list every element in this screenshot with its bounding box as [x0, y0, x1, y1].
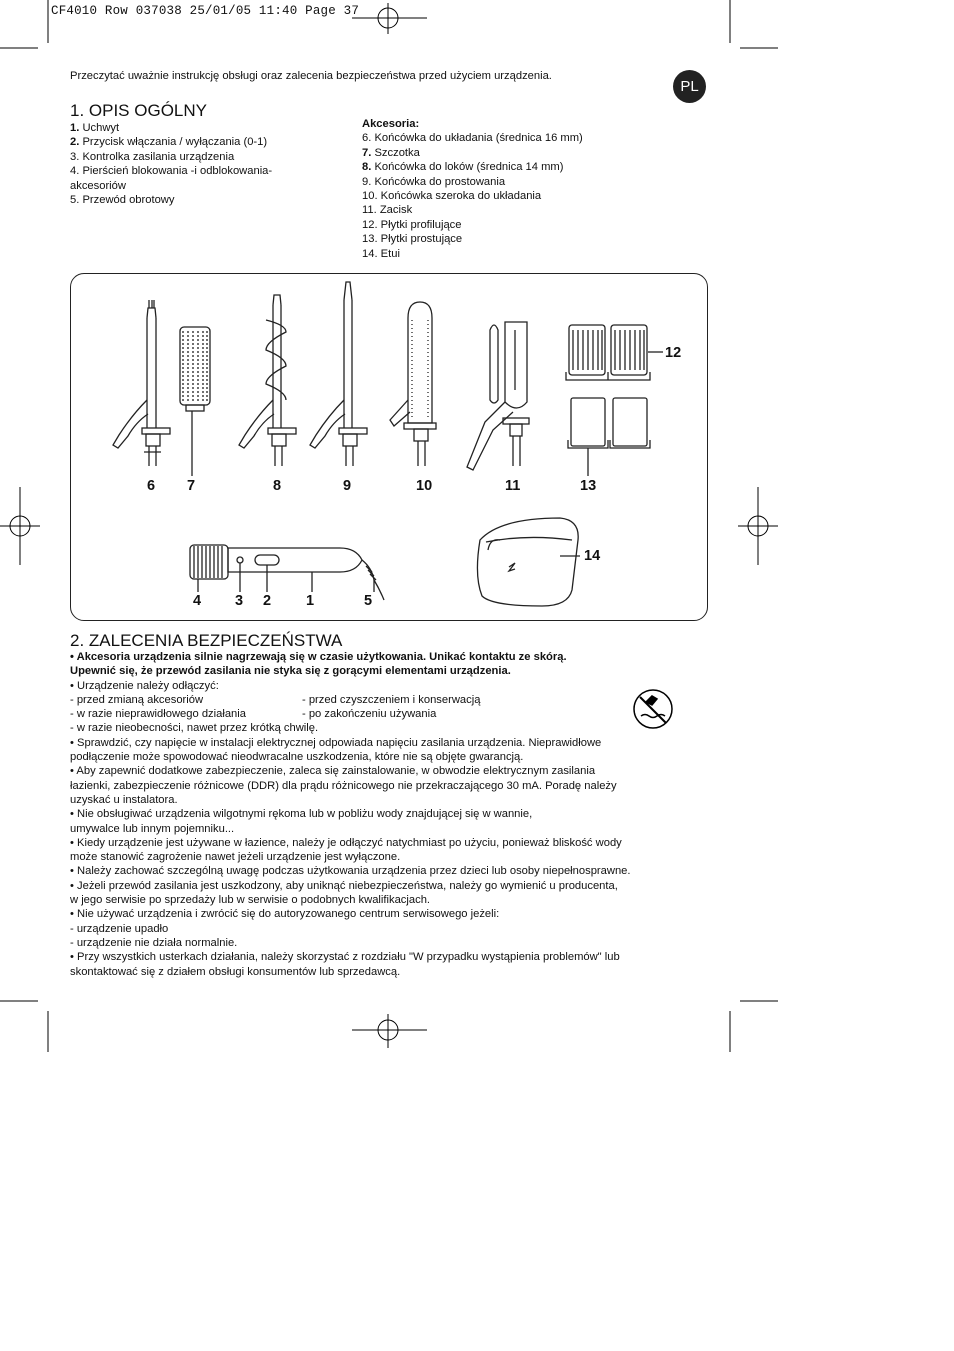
safety-line: • Jeżeli przewód zasilania jest uszkodzony, aby uniknąć niebezpieczeństwa, należy go wymienić u producenta,: [70, 879, 618, 892]
parts-list-item: 5. Przewód obrotowy: [70, 194, 175, 207]
accessories-list-item: 7. Szczotka: [362, 146, 420, 159]
safety-line: • Sprawdzić, czy napięcie w instalacji elektrycznej odpowiada napięciu zasilania urządzenia. Nieprawidłowe: [70, 736, 602, 749]
unplug-item: - w razie nieprawidłowego działania: [70, 708, 246, 721]
parts-list-item: 1. Uchwyt: [70, 122, 120, 134]
parts-list-item: akcesoriów: [70, 179, 126, 192]
safety-line: - urządzenie upadło: [70, 922, 169, 935]
callout-12: 12: [665, 345, 682, 361]
unplug-columns: [70, 693, 631, 722]
accessories-list-item: 11. Zacisk: [362, 204, 413, 217]
unplug-item: - w razie nieobecności, nawet przez krótką chwilę.: [70, 722, 319, 735]
safety-line: w jego serwisie po sprzedaży lub w serwisie o podobnych kwalifikacjach.: [70, 894, 431, 907]
unplug-title: • Urządzenie należy odłączyć:: [70, 679, 219, 692]
accessories-list-item: 8. Końcówka do loków (średnica 14 mm): [362, 161, 564, 174]
parts-list: [70, 121, 272, 207]
accessories-list-item: 10. Końcówka szeroka do układania: [362, 190, 542, 203]
warning-line: • Akcesoria urządzenia silnie nagrzewają się w czasie użytkowania. Unikać kontaktu ze skórą.: [70, 651, 567, 663]
safety-line: • Przy wszystkich usterkach działania, należy skorzystać z rozdziału "W przypadku wystąpienia problemów" lub: [70, 951, 620, 964]
safety-line: • Aby zapewnić dodatkowe zabezpieczenie, zaleca się zainstalowanie, w obwodzie elektrycznym zasilania: [70, 765, 596, 778]
callout-10: 10: [416, 478, 433, 494]
callout-2: 2: [263, 593, 272, 609]
callout-8: 8: [273, 478, 282, 494]
safety-line: podłączenie może spowodować nieodwracalne uszkodzenia, które nie są objęte gwarancją.: [70, 751, 524, 764]
warning-line: Upewnić się, że przewód zasilania nie styka się z gorącymi elementami urządzenia.: [70, 665, 511, 678]
callout-6: 6: [147, 478, 156, 494]
unplug-item: - przed zmianą akcesoriów: [70, 693, 204, 706]
accessories-list-item: 6. Końcówka do układania (średnica 16 mm): [362, 132, 583, 145]
safety-line: - urządzenie nie działa normalnie.: [70, 936, 238, 949]
product-illustration-frame: [70, 273, 708, 621]
safety-line: • Kiedy urządzenie jest używane w łazience, należy je odłączyć natychmiast po użyciu, ponieważ bliskość wody: [70, 836, 622, 849]
accessories-list-item: 12. Płytki profilujące: [362, 218, 462, 231]
accessories-list: [362, 117, 583, 261]
accessories-list-item: 9. Końcówka do prostowania: [362, 175, 506, 188]
safety-line: • Nie używać urządzenia i zwrócić się do autoryzowanego centrum serwisowego jeżeli:: [70, 908, 500, 921]
callout-7: 7: [187, 478, 196, 494]
print-slug: CF4010 Row 037038 25/01/05 11:40 Page 37: [51, 4, 360, 18]
safety-line: skontaktować się z działem obsługi konsumentów lub sprzedawcą.: [70, 965, 401, 978]
callout-3: 3: [235, 593, 244, 609]
callout-4: 4: [193, 593, 202, 609]
safety-line: umywalce lub innym pojemniku...: [70, 822, 235, 835]
callout-9: 9: [343, 478, 352, 494]
unplug-item: - po zakończeniu używania: [302, 708, 437, 721]
no-water-warning-icon: [634, 690, 672, 728]
accessories-title: Akcesoria:: [362, 118, 420, 130]
section1-title: 1. OPIS OGÓLNY: [70, 101, 207, 120]
unplug-item: - przed czyszczeniem i konserwacją: [302, 693, 481, 706]
safety-warning: [70, 650, 631, 979]
language-badge: PL: [673, 70, 706, 103]
intro-text: Przeczytać uważnie instrukcję obsługi oraz zalecenia bezpieczeństwa przed użyciem urządzenia.: [70, 70, 552, 82]
callout-5: 5: [364, 593, 373, 609]
parts-list-item: 2. Przycisk włączania / wyłączania (0-1): [70, 136, 268, 149]
safety-line: • Nie obsługiwać urządzenia wilgotnymi rękoma lub w pobliżu wody znajdującej się w wannie,: [70, 808, 533, 821]
safety-line: uzyskać u instalatora.: [70, 793, 178, 806]
callout-1: 1: [306, 593, 315, 609]
safety-line: łazienki, zabezpieczenie różnicowe (DDR) dla prądu różnicowego nie przekraczającego 30 mA. Poradę należy: [70, 779, 617, 792]
safety-line: • Należy zachować szczególną uwagę podczas użytkowania urządzenia przez dzieci lub osoby niepełnosprawne.: [70, 865, 631, 878]
section2-title: 2. ZALECENIA BEZPIECZEŃSTWA: [70, 631, 343, 650]
accessories-list-item: 13. Płytki prostujące: [362, 233, 463, 246]
accessories-list-item: 14. Etui: [362, 247, 400, 260]
safety-line: może stanowić zagrożenie nawet jeżeli urządzenie jest wyłączone.: [70, 851, 401, 864]
callout-13: 13: [580, 478, 597, 494]
parts-list-item: 4. Pierścień blokowania -i odblokowania-: [70, 165, 273, 178]
callout-11: 11: [505, 478, 521, 494]
parts-list-item: 3. Kontrolka zasilania urządzenia: [70, 150, 235, 163]
callout-14: 14: [584, 548, 601, 564]
